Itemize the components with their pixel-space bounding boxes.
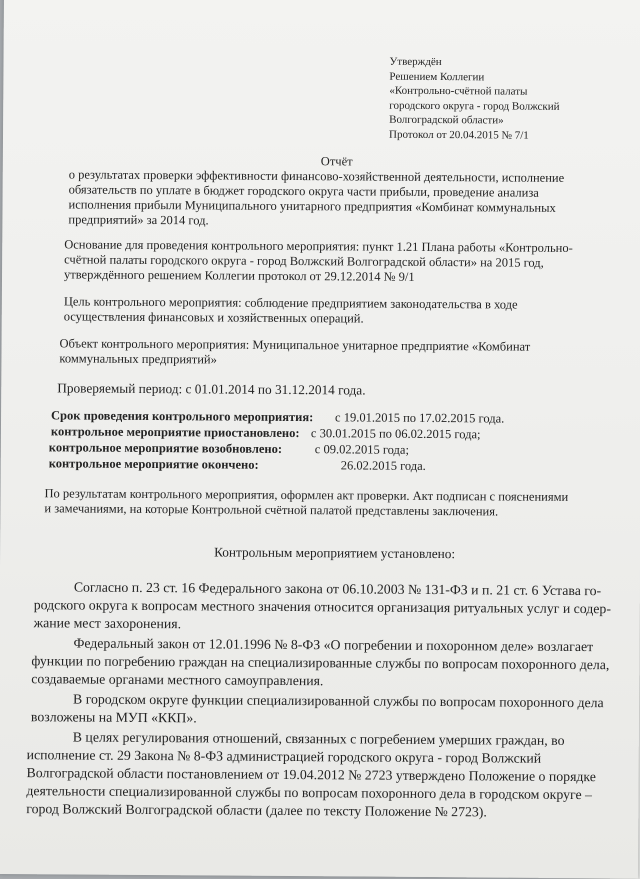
schedule-label: контрольное мероприятие окончено: (48, 456, 259, 472)
approval-line: Протокол от 20.04.2015 № 7/1 (388, 128, 529, 142)
report-title: Отчёт (320, 154, 353, 169)
goal-line: Цель контрольного мероприятия: соблюдение предприятием законодательства в ходе (63, 294, 518, 312)
findings-line: исполнение ст. 29 Закона № 8-ФЗ администрацией городского округа - город Волжский (26, 747, 542, 766)
approval-line: Решением Коллегии (389, 70, 485, 83)
findings-line: родского округа к вопросам местного значения относится организация ритуальных услуг и содер- (33, 597, 612, 617)
schedule-value: 26.02.2015 года. (340, 458, 426, 473)
findings-line: деятельности специализированной службы по вопросам похоронного дела в городском округе – (26, 783, 593, 803)
schedule-label: контрольное мероприятие приостановлено: (50, 424, 300, 441)
approval-stamp (389, 55, 560, 143)
schedule-label: Срок проведения контрольного мероприятия: (51, 408, 314, 425)
audit-period: Проверяемый период: с 01.01.2014 по 31.12.2014 года. (57, 380, 366, 398)
basis-line: Основание для проведения контрольного мероприятия: пункт 1.21 Плана работы «Контрольно- (64, 237, 573, 255)
findings-line: В городском округе функции специализированной службы по вопросам похоронного дела (73, 691, 604, 711)
findings-line: жание мест захоронения. (33, 615, 182, 632)
findings-line: город Волжский Волгоградской области (далее по тексту Положение № 2723). (26, 801, 487, 820)
schedule-value: с 19.01.2015 по 17.02.2015 года. (335, 410, 505, 426)
basis-line: счётной палаты городского округа - город Волжский Волгоградской области» на 2015 год, (64, 252, 544, 270)
object-line: коммунальных предприятий» (59, 351, 217, 367)
findings-line: возложены на МУП «ККП». (30, 709, 197, 726)
report-subject-line: обязательств по уплате в бюджет городского округа части прибыли, проведение анализа (68, 182, 539, 200)
findings-line: функции по погребению граждан на специализированные службы по вопросам похоронного дела, (31, 653, 610, 673)
object-line: Объект контрольного мероприятия: Муниципальное унитарное предприятие «Комбинат (59, 336, 531, 354)
approval-line: Волгоградской области» (389, 113, 504, 127)
report-subject-line: исполнения прибыли Муниципального унитарного предприятия «Комбинат коммунальных (68, 197, 556, 215)
approval-line: Утверждён (389, 55, 442, 69)
established-heading: Контрольным мероприятием установлено: (214, 544, 456, 562)
report-subject-line: предприятий» за 2014 год. (68, 212, 209, 228)
schedule-value: с 09.02.2015 года; (314, 442, 410, 457)
schedule-label: контрольное мероприятие возобновлено: (48, 440, 283, 456)
approval-line: городского округа - город Волжский (389, 99, 560, 113)
approval-line: «Контрольно-счётной палаты (389, 84, 528, 98)
basis-line: утверждённого решением Коллегии протокол от 29.12.2014 № 9/1 (63, 267, 415, 284)
results-note-line: По результатам контрольного мероприятия, оформлен акт проверки. Акт подписан с пояснениями (44, 486, 569, 504)
findings-line: Волгоградской области постановлением от 19.04.2012 № 2723 утверждено Положение о порядке (26, 765, 597, 785)
findings-line: Федеральный закон от 12.01.1996 № 8-ФЗ «О погребении и похоронном деле» возлагает (73, 635, 594, 655)
report-subject-line: о результатах проверки эффективности финансово-хозяйственной деятельности, исполнение (68, 167, 565, 185)
findings-line: В целях регулирования отношений, связанных с погребением умерших граждан, во (72, 729, 565, 748)
results-note-line: и замечаниями, на которые Контрольной счётной палатой представлены заключения. (44, 501, 499, 519)
goal-line: осуществления финансовых и хозяйственных операций. (63, 309, 364, 326)
findings-line: Согласно п. 23 ст. 16 Федерального закона от 06.10.2003 № 131-ФЗ и п. 21 ст. 6 Устава го- (73, 579, 602, 599)
schedule-value: с 30.01.2015 по 06.02.2015 года; (310, 426, 481, 442)
findings-line: создаваемые органами местного самоуправления. (31, 671, 324, 689)
